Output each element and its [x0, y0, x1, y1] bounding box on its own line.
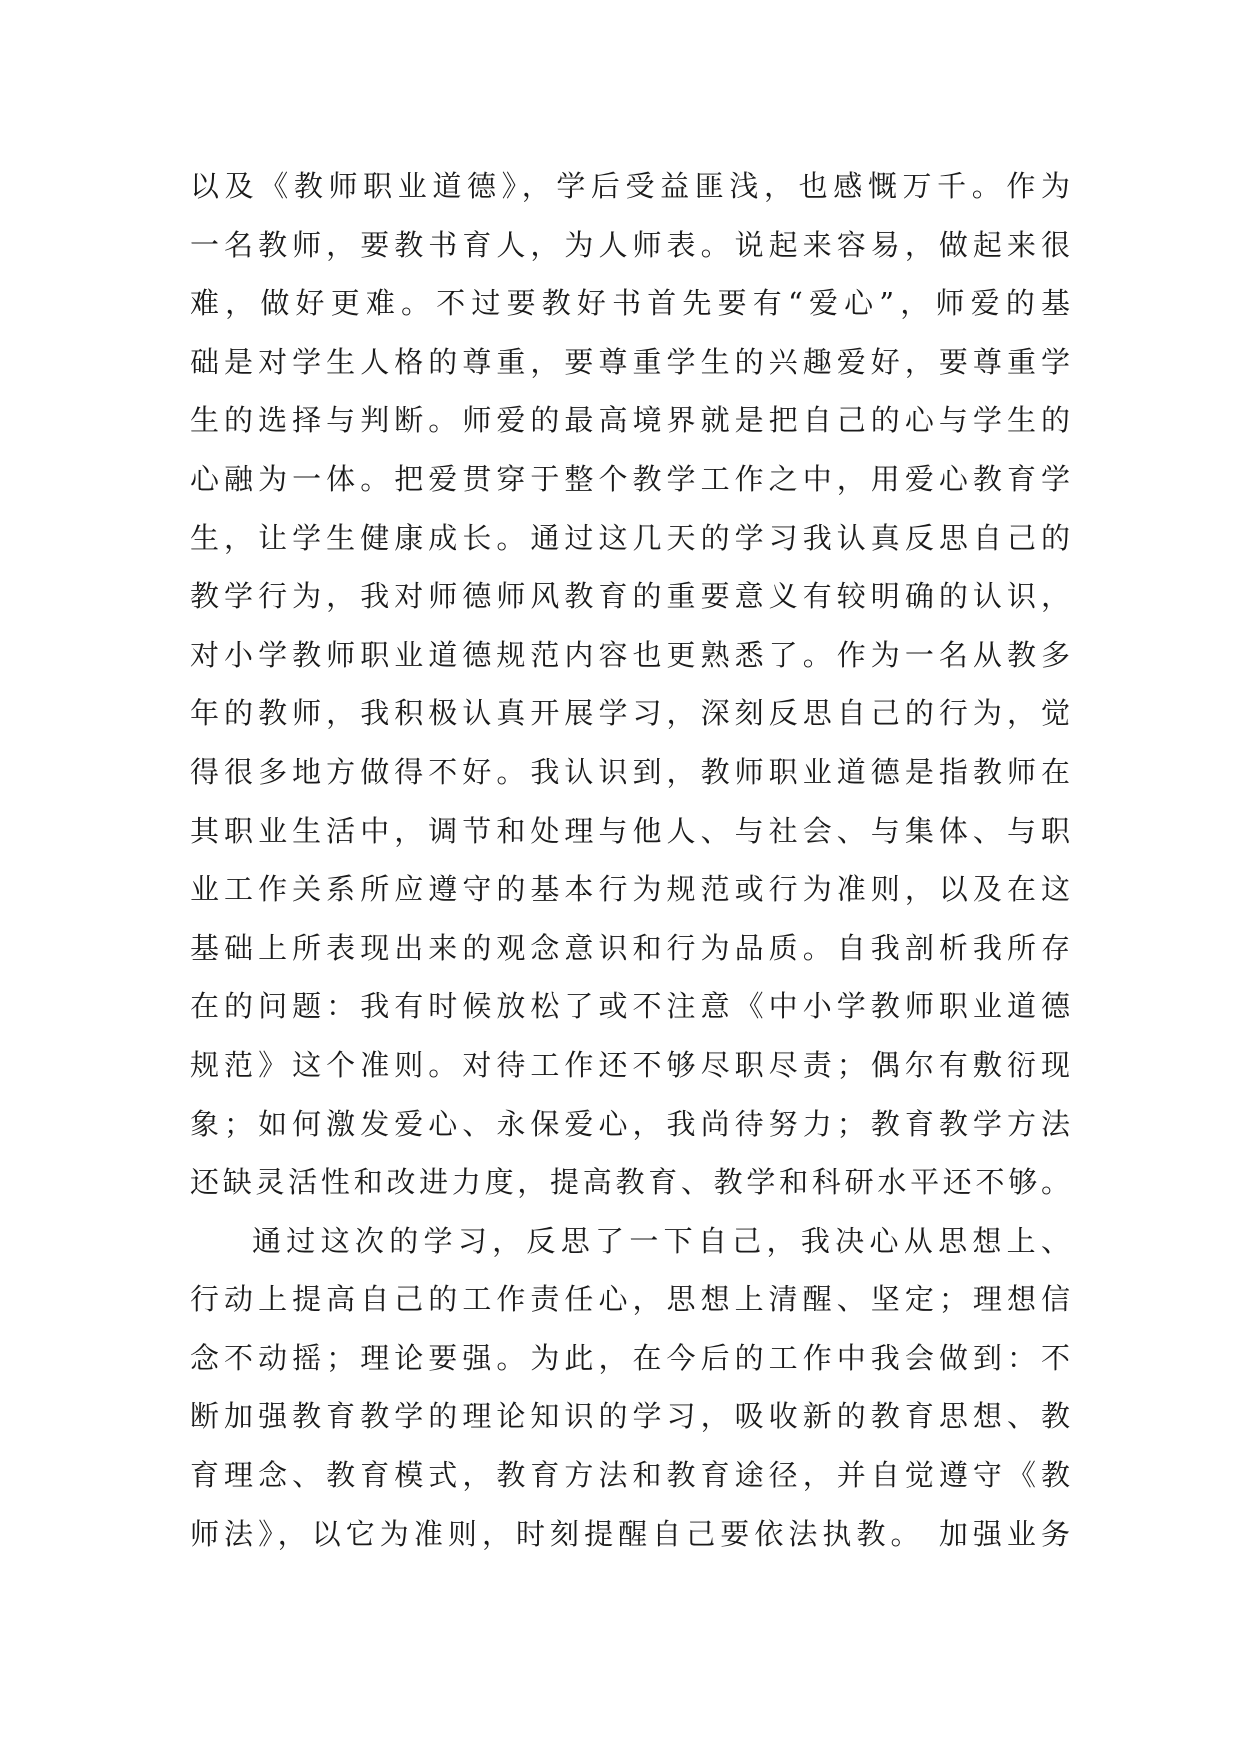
text-line: 业工作关系所应遵守的基本行为规范或行为准则，以及在这: [190, 872, 1070, 907]
text-line: 难，做好更难。不过要教好书首先要有“爱心”，师爱的基: [190, 286, 1070, 321]
text-line: 生，让学生健康成长。通过这几天的学习我认真反思自己的: [190, 520, 1070, 555]
text-line: 象；如何激发爱心、永保爱心，我尚待努力；教育教学方法: [190, 1106, 1070, 1141]
text-line: 得很多地方做得不好。我认识到，教师职业道德是指教师在: [190, 754, 1070, 789]
text-line: 规范》这个准则。对待工作还不够尽职尽责；偶尔有敷衍现: [190, 1047, 1070, 1082]
paragraph-2: [190, 1212, 1070, 1564]
text-line: 行动上提高自己的工作责任心，思想上清醒、坚定；理想信: [190, 1282, 1070, 1317]
text-line: 断加强教育教学的理论知识的学习，吸收新的教育思想、教: [190, 1399, 1070, 1434]
text-line: 生的选择与判断。师爱的最高境界就是把自己的心与学生的: [190, 403, 1070, 438]
text-line: 在的问题：我有时候放松了或不注意《中小学教师职业道德: [190, 989, 1070, 1024]
text-line: 以及《教师职业道德》，学后受益匪浅，也感慨万千。作为: [190, 169, 1070, 203]
text-line: 础是对学生人格的尊重，要尊重学生的兴趣爱好，要尊重学: [190, 344, 1070, 379]
text-line: 基础上所表现出来的观念意识和行为品质。自我剖析我所存: [190, 930, 1070, 965]
text-line: 育理念、教育模式，教育方法和教育途径，并自觉遵守《教: [190, 1458, 1070, 1493]
text-line: 师法》，以它为准则，时刻提醒自己要依法执教。 加强业务: [190, 1516, 1070, 1551]
paragraph-1: [190, 157, 1070, 1212]
text-line: 一名教师，要教书育人，为人师表。说起来容易，做起来很: [190, 227, 1070, 262]
text-line: 其职业生活中，调节和处理与他人、与社会、与集体、与职: [190, 813, 1070, 848]
text-line: 念不动摇；理论要强。为此，在今后的工作中我会做到：不: [190, 1340, 1070, 1375]
text-line: 年的教师，我积极认真开展学习，深刻反思自己的行为，觉: [190, 696, 1070, 731]
body-text: [190, 157, 1070, 1563]
text-line-indented: 通过这次的学习，反思了一下自己，我决心从思想上、: [252, 1223, 1070, 1258]
text-line: 心融为一体。把爱贯穿于整个教学工作之中，用爱心教育学: [190, 461, 1070, 496]
text-line: 对小学教师职业道德规范内容也更熟悉了。作为一名从教多: [190, 637, 1070, 672]
text-line: 还缺灵活性和改进力度，提高教育、教学和科研水平还不够。: [190, 1165, 1070, 1200]
text-line: 教学行为，我对师德师风教育的重要意义有较明确的认识，: [190, 579, 1070, 614]
